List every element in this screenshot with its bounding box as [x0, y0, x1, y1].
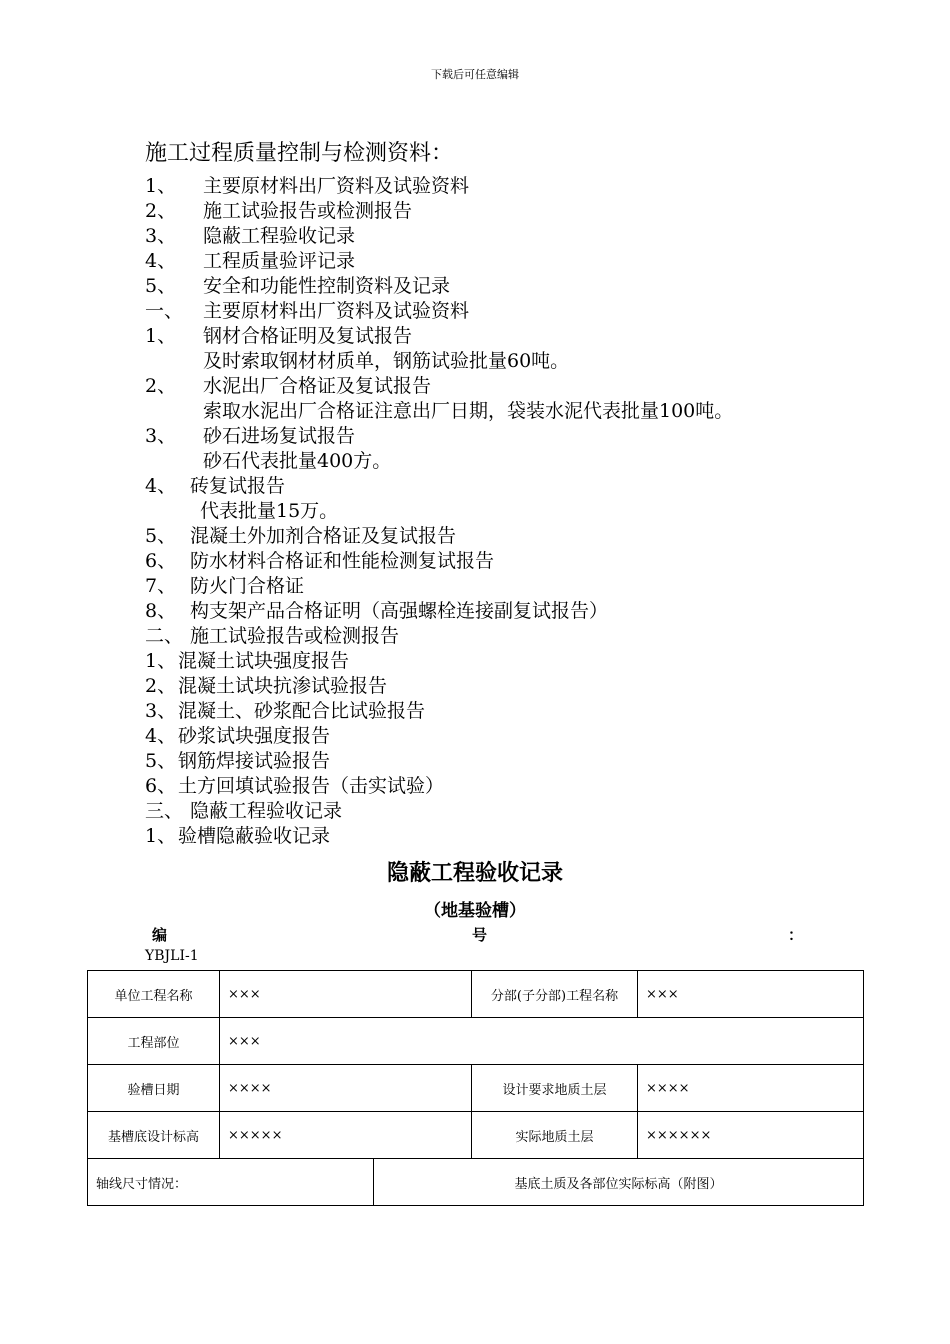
- record-subtitle: （地基验槽）: [424, 901, 526, 921]
- design-soil-label: 设计要求地质土层: [472, 1065, 638, 1112]
- code-label-char: 号: [472, 926, 488, 944]
- code-label-colon: ：: [788, 926, 804, 944]
- design-elevation-value: ×××××: [220, 1112, 472, 1159]
- sub-project-name-value: ×××: [638, 971, 864, 1018]
- document-title: 施工过程质量控制与检测资料：: [145, 141, 454, 166]
- actual-soil-label: 实际地质土层: [472, 1112, 638, 1159]
- project-part-label: 工程部位: [88, 1018, 220, 1065]
- table-row: [88, 1018, 864, 1065]
- unit-project-name-label: 单位工程名称: [88, 971, 220, 1018]
- record-title: 隐蔽工程验收记录: [386, 861, 563, 886]
- table-row: [88, 971, 864, 1018]
- table-row: [88, 1065, 864, 1112]
- header-note: 下载后可任意编辑: [431, 68, 519, 81]
- design-elevation-label: 基槽底设计标高: [88, 1112, 220, 1159]
- table-row: [88, 1159, 864, 1206]
- project-part-value: ×××: [220, 1018, 864, 1065]
- actual-soil-value: ××××××: [638, 1112, 864, 1159]
- base-soil-elevation-label: 基底土质及各部位实际标高（附图）: [374, 1159, 864, 1206]
- axis-dimension-label: 轴线尺寸情况：: [88, 1159, 374, 1206]
- inspection-date-value: ××××: [220, 1065, 472, 1112]
- unit-project-name-value: ×××: [220, 971, 472, 1018]
- inspection-date-label: 验槽日期: [88, 1065, 220, 1112]
- sub-project-name-label: 分部(子分部)工程名称: [472, 971, 638, 1018]
- code-label-char: 编: [152, 926, 168, 944]
- record-code: YBJLI-1: [145, 948, 199, 964]
- design-soil-value: ××××: [638, 1065, 864, 1112]
- record-table: [87, 970, 864, 1206]
- table-row: [88, 1112, 864, 1159]
